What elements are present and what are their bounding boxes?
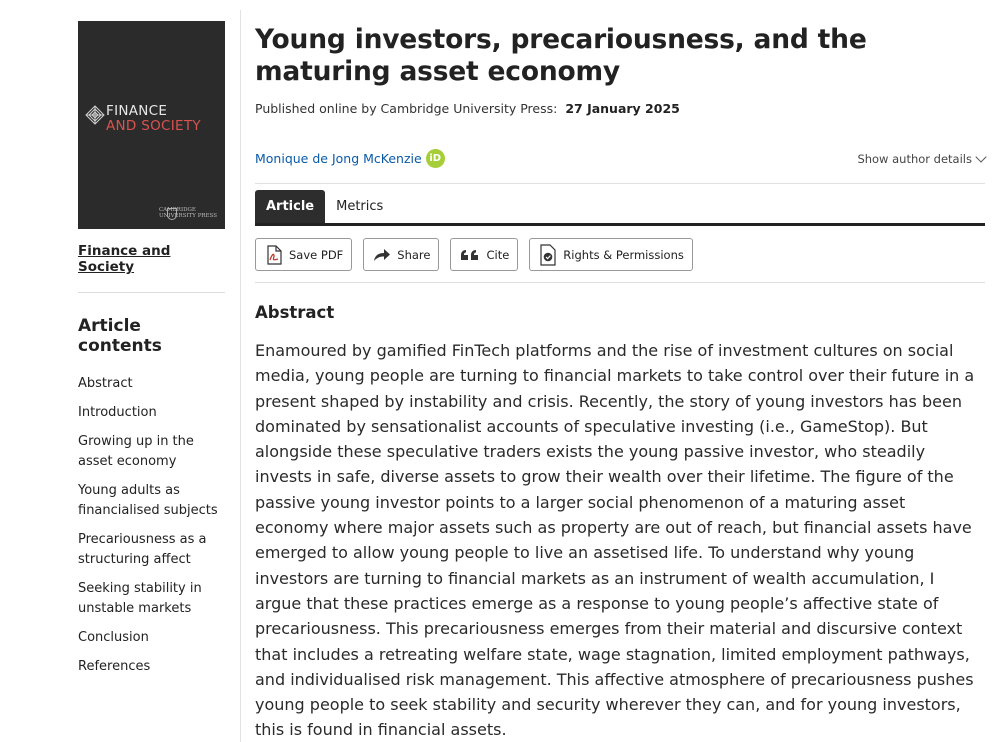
show-author-details-button[interactable] <box>857 152 985 166</box>
cite-label: Cite <box>486 247 510 262</box>
save-pdf-button[interactable] <box>255 238 352 271</box>
contents-item-conclusion[interactable]: Conclusion <box>78 630 149 645</box>
published-date: 27 January 2025 <box>565 101 680 116</box>
cite-button[interactable] <box>450 238 518 271</box>
article-tabs <box>255 190 985 226</box>
contents-item-young-adults[interactable]: Young adults as financialised subjects <box>78 483 218 518</box>
share-button[interactable] <box>363 238 439 271</box>
contents-item-precariousness[interactable]: Precariousness as a structuring affect <box>78 532 207 567</box>
journal-cover-image[interactable] <box>78 21 225 229</box>
cover-publisher <box>159 207 217 219</box>
tab-metrics[interactable]: Metrics <box>336 199 384 214</box>
save-pdf-label: Save PDF <box>289 247 344 262</box>
chevron-down-icon <box>975 151 986 162</box>
article-main <box>255 24 985 742</box>
article-actions <box>255 238 985 283</box>
cover-publisher-line1: CAMBRIDGE <box>158 207 196 213</box>
tab-article[interactable]: Article <box>255 190 325 223</box>
share-label: Share <box>397 247 431 262</box>
author-name[interactable]: Monique de Jong McKenzie <box>255 151 422 166</box>
contents-item-references[interactable]: References <box>78 659 151 674</box>
article-contents-heading: Article contents <box>78 316 162 356</box>
orcid-icon[interactable]: iD <box>426 149 445 168</box>
show-author-details-label: Show author details <box>857 151 972 166</box>
contents-item-abstract[interactable]: Abstract <box>78 376 133 391</box>
abstract-text: Enamoured by gamified FinTech platforms and the rise of investment cultures on social media, young people are turning to financial markets to take control over their future in a present shaped by instability and crisis. Recently, the story of young investors has been dominated by sensationalist accounts of speculative investing (i.e., GameStop). But alongside these speculative traders exists the young passive investor, who steadily invests in safe, diverse assets to grow their wealth over their lifetime. The figure of the passive young investor points to a larger social phenomenon of a maturing asset economy where major assets such as property are out of reach, but financial assets have emerged to allow young people to live an assetised life. To understand why young investors are turning to financial markets as an instrument of wealth accumulation, I argue that these practices emerge as a response to young people’s affective state of precariousness. This precariousness emerges from their material and discursive context that includes a retreating welfare state, wage stagnation, limited employment pathways, and individualised risk management. This affective atmosphere of precariousness pushes young people to seek stability and security wherever they can, and for young investors, this is found in financial assets. <box>255 341 975 740</box>
cover-publisher-line2: UNIVERSITY PRESS <box>158 213 217 219</box>
contents-item-introduction[interactable]: Introduction <box>78 405 157 420</box>
quote-icon <box>460 249 480 261</box>
cover-title-line2: AND SOCIETY <box>106 118 201 134</box>
rights-document-icon <box>539 244 557 266</box>
publication-info <box>255 101 985 116</box>
share-arrow-icon <box>373 248 391 262</box>
journal-link[interactable]: Finance and Society <box>78 243 225 293</box>
abstract-heading: Abstract <box>255 303 335 322</box>
contents-item-seeking-stability[interactable]: Seeking stability in unstable markets <box>78 581 202 616</box>
rights-permissions-button[interactable] <box>529 238 693 271</box>
author-row <box>255 146 985 184</box>
author-link[interactable] <box>255 149 445 168</box>
contents-item-growing-up[interactable]: Growing up in the asset economy <box>78 434 194 469</box>
published-prefix: Published online by Cambridge University Press: <box>255 101 558 116</box>
rights-permissions-label: Rights & Permissions <box>563 247 684 262</box>
sidebar <box>78 21 228 686</box>
article-title: Young investors, precariousness, and the maturing asset economy <box>255 24 867 87</box>
pdf-icon <box>265 245 283 265</box>
cover-title <box>106 104 201 134</box>
column-divider <box>240 10 241 742</box>
article-contents-list <box>78 374 228 677</box>
journal-logo-icon <box>84 101 106 131</box>
cover-title-line1: FINANCE <box>106 103 168 119</box>
